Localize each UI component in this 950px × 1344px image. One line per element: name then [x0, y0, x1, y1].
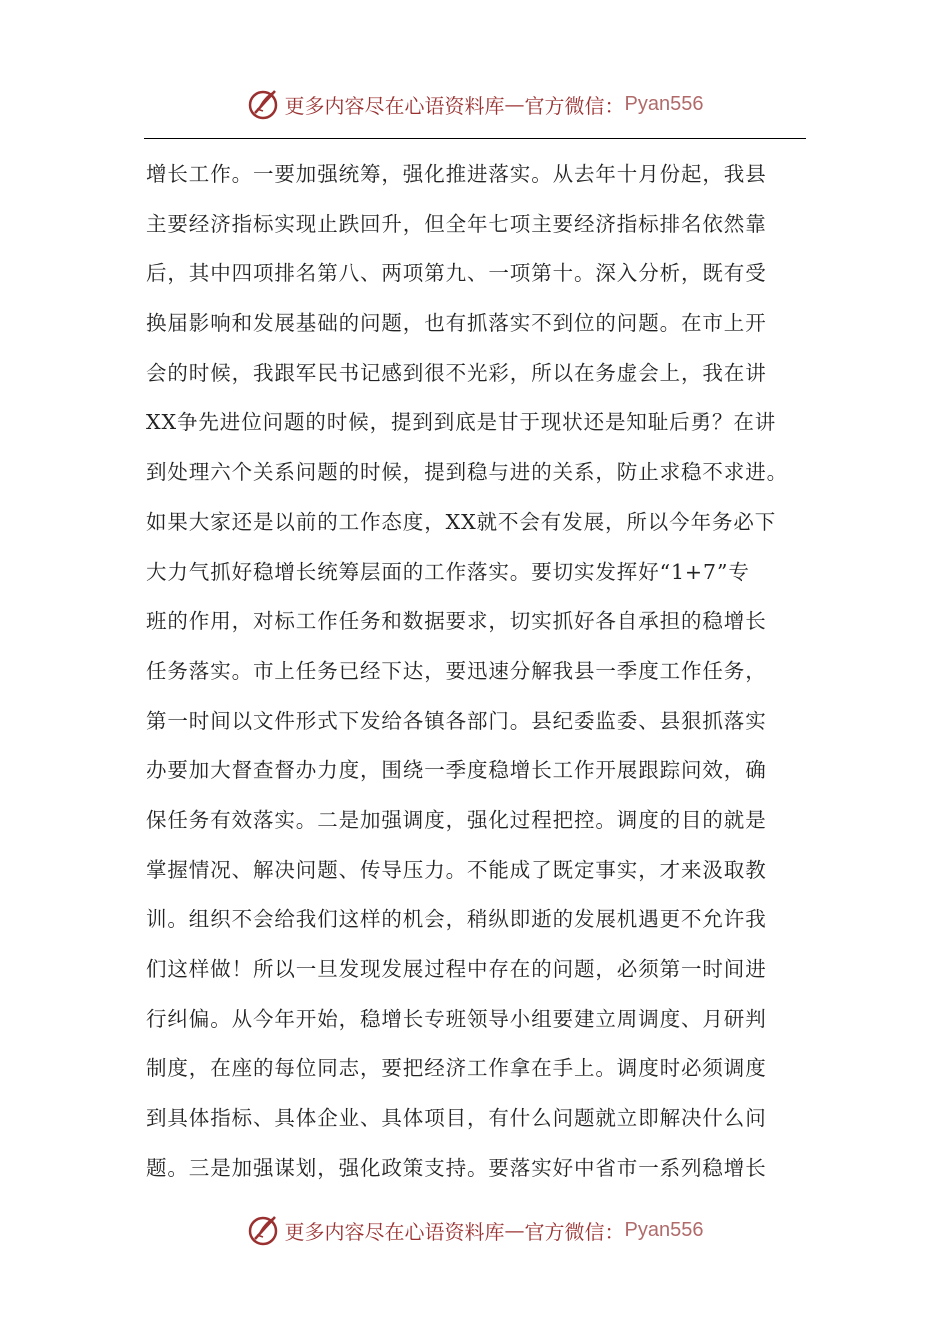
text-line: 题。三是加强谋划，强化政策支持。要落实好中省市一系列稳增长 [146, 1155, 767, 1180]
text-line: 掌握情况、解决问题、传导压力。不能成了既定事实，才来汲取教 [146, 857, 767, 882]
text-line: 换届影响和发展基础的问题，也有抓落实不到位的问题。在市上开 [146, 311, 767, 336]
quill-logo-icon [247, 1213, 281, 1247]
text-line: 主要经济指标实现止跌回升，但全年七项主要经济指标排名依然靠 [146, 211, 767, 236]
header-banner [0, 84, 950, 124]
text-line: 到具体指标、具体企业、具体项目，有什么问题就立即解决什么问 [146, 1106, 767, 1131]
banner-wechat-label: 官方微信： [524, 1219, 625, 1244]
banner-wechat-id: Pyan556 [624, 1218, 704, 1241]
text-line: 如果大家还是以前的工作态度，XX就不会有发展，所以今年务必下 [146, 509, 777, 534]
text-line: 大力气抓好稳增长统筹层面的工作落实。要切实发挥好“1+7”专 [146, 559, 750, 584]
text-line: 制度，在座的每位同志，要把经济工作拿在手上。调度时必须调度 [146, 1056, 767, 1081]
text-line: 后，其中四项排名第八、两项第九、一项第十。深入分析，既有受 [146, 261, 767, 286]
text-line: 办要加大督查督办力度，围绕一季度稳增长工作开展跟踪问效，确 [146, 758, 767, 783]
text-line: 们这样做！所以一旦发现发展过程中存在的问题，必须第一时间进 [146, 957, 767, 981]
text-line: 行纠偏。从今年开始，稳增长专班领导小组要建立周调度、月研判 [146, 1006, 767, 1031]
text-line: 到处理六个关系问题的时候，提到稳与进的关系，防止求稳不求进。 [146, 460, 788, 485]
banner-wechat-id: Pyan556 [624, 92, 704, 115]
text-line: 班的作用，对标工作任务和数据要求，切实抓好各自承担的稳增长 [146, 609, 767, 634]
banner-wechat-label: 官方微信： [524, 93, 625, 118]
text-line: 增长工作。一要加强统筹，强化推进落实。从去年十月份起，我县 [146, 162, 767, 186]
banner-dash: — [504, 1218, 525, 1242]
text-line: 会的时候，我跟军民书记感到很不光彩，所以在务虚会上，我在讲 [146, 360, 767, 385]
text-line: 训。组织不会给我们这样的机会，稍纵即逝的发展机遇更不允许我 [146, 907, 767, 932]
text-line: 保任务有效落实。二是加强调度，强化过程把控。调度的目的就是 [146, 807, 767, 832]
document-body [146, 150, 810, 1193]
footer-banner [0, 1210, 950, 1250]
text-line: XX争先进位问题的时候，提到到底是甘于现状还是知耻后勇？在讲 [146, 410, 777, 435]
banner-dash: — [504, 92, 525, 116]
banner-slogan: 更多内容尽在心语资料库 [284, 93, 505, 118]
header-divider [144, 138, 806, 139]
text-line: 任务落实。市上任务已经下达，要迅速分解我县一季度工作任务， [146, 658, 767, 683]
quill-logo-icon [247, 87, 281, 121]
banner-slogan: 更多内容尽在心语资料库 [284, 1219, 505, 1244]
text-line: 第一时间以文件形式下发给各镇各部门。县纪委监委、县狠抓落实 [146, 708, 767, 733]
